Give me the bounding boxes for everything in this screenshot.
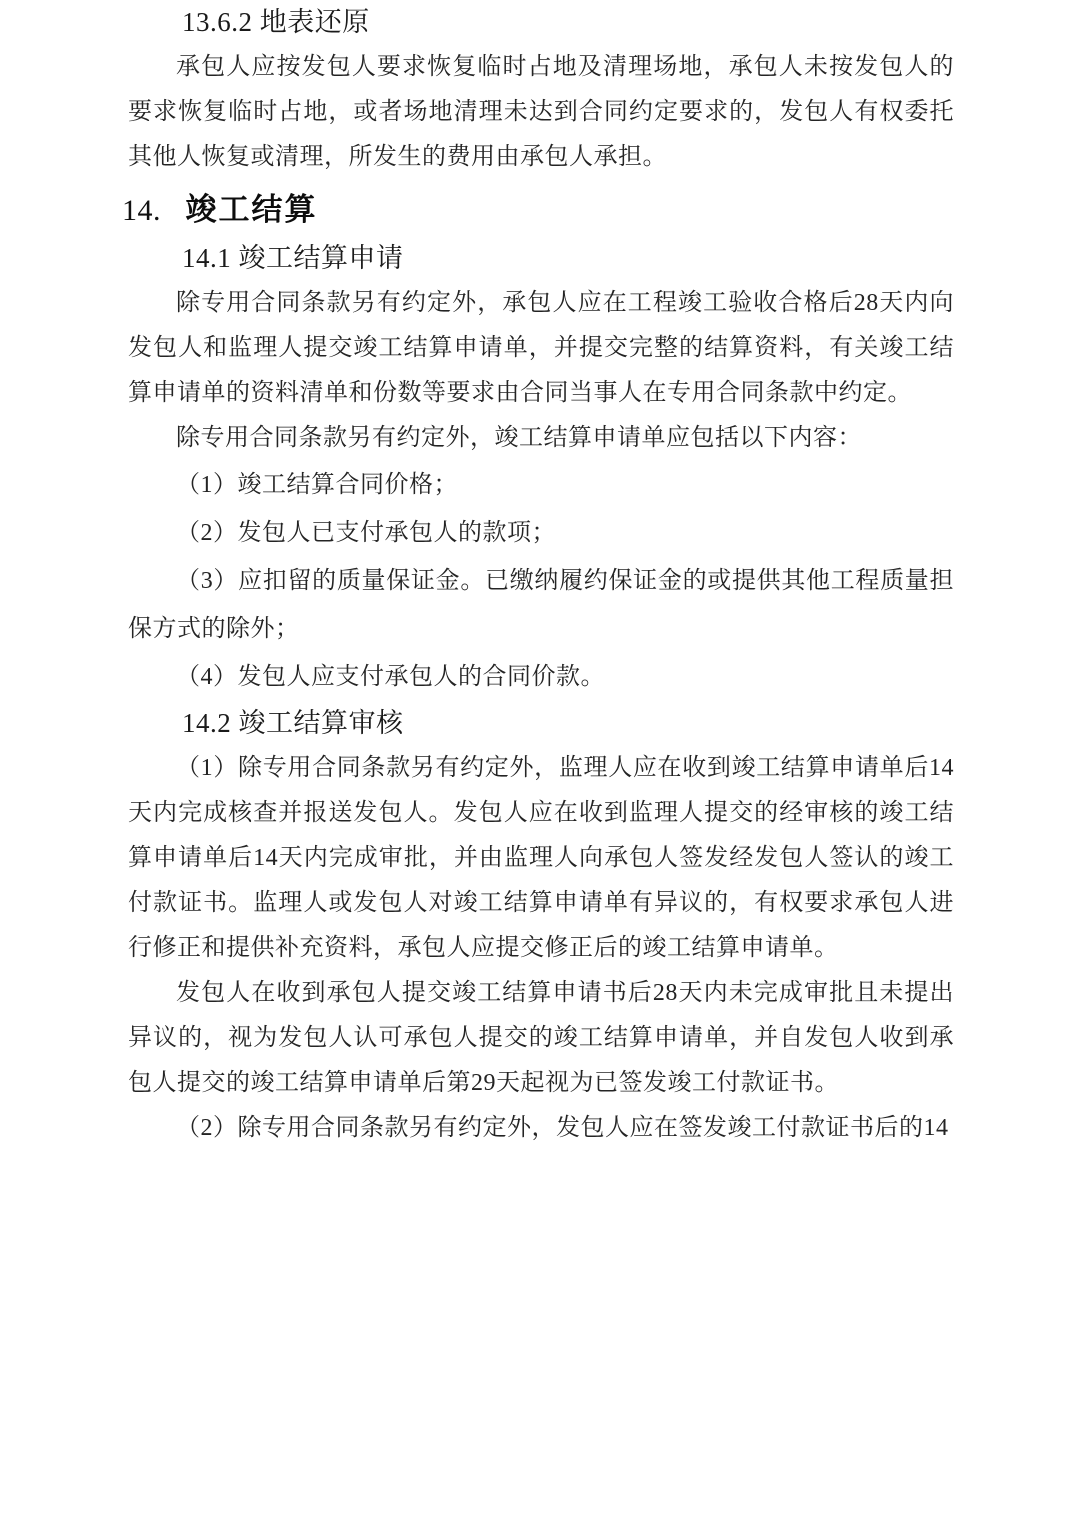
- heading-chapter-14: [122, 180, 954, 236]
- paragraph-14-1-2: 除专用合同条款另有约定外，竣工结算申请单应包括以下内容：: [176, 425, 862, 451]
- document-body: [122, 0, 954, 1151]
- paragraph-14-2-1: （1）除专用合同条款另有约定外，监理人应在收到竣工结算申请单后14天内完成核查并报送发包人。发包人应在收到监理人提交的经审核的竣工结算申请单后14天内完成审批，并由监理人向承包人签发经发包人签认的竣工付款证书。监理人或发包人对竣工结算申请单有异议的，有权要求承包人进行修正和提供补充资料，承包人应提交修正后的竣工结算申请单。: [128, 755, 954, 961]
- list-item-1: （1）竣工结算合同价格；: [176, 472, 458, 498]
- chapter-number: 14.: [122, 194, 161, 227]
- heading-13-6-2: 13.6.2 地表还原: [182, 7, 370, 37]
- paragraph-14-2-3: （2）除专用合同条款另有约定外，发包人应在签发竣工付款证书后的14: [176, 1115, 949, 1141]
- paragraph-13-6-2: 承包人应按发包人要求恢复临时占地及清理场地，承包人未按发包人的要求恢复临时占地，或者场地清理未达到合同约定要求的，发包人有权委托其他人恢复或清理，所发生的费用由承包人承担。: [128, 54, 954, 170]
- paragraph-14-2-2: 发包人在收到承包人提交竣工结算申请书后28天内未完成审批且未提出异议的，视为发包人认可承包人提交的竣工结算申请单，并自发包人收到承包人提交的竣工结算申请单后第29天起视为已签发竣工付款证书。: [128, 980, 954, 1096]
- chapter-title: 竣工结算: [185, 192, 318, 227]
- settlement-application-list: [128, 461, 954, 701]
- list-item-3: （3）应扣留的质量保证金。已缴纳履约保证金的或提供其他工程质量担保方式的除外；: [128, 568, 954, 642]
- heading-14-1: 14.1 竣工结算申请: [182, 243, 404, 273]
- heading-14-2: 14.2 竣工结算审核: [182, 708, 404, 738]
- paragraph-14-1-1: 除专用合同条款另有约定外，承包人应在工程竣工验收合格后28天内向发包人和监理人提交竣工结算申请单，并提交完整的结算资料，有关竣工结算申请单的资料清单和份数等要求由合同当事人在专用合同条款中约定。: [128, 290, 954, 406]
- list-item-2: （2）发包人已支付承包人的款项；: [176, 520, 556, 546]
- list-item-4: （4）发包人应支付承包人的合同价款。: [176, 664, 605, 690]
